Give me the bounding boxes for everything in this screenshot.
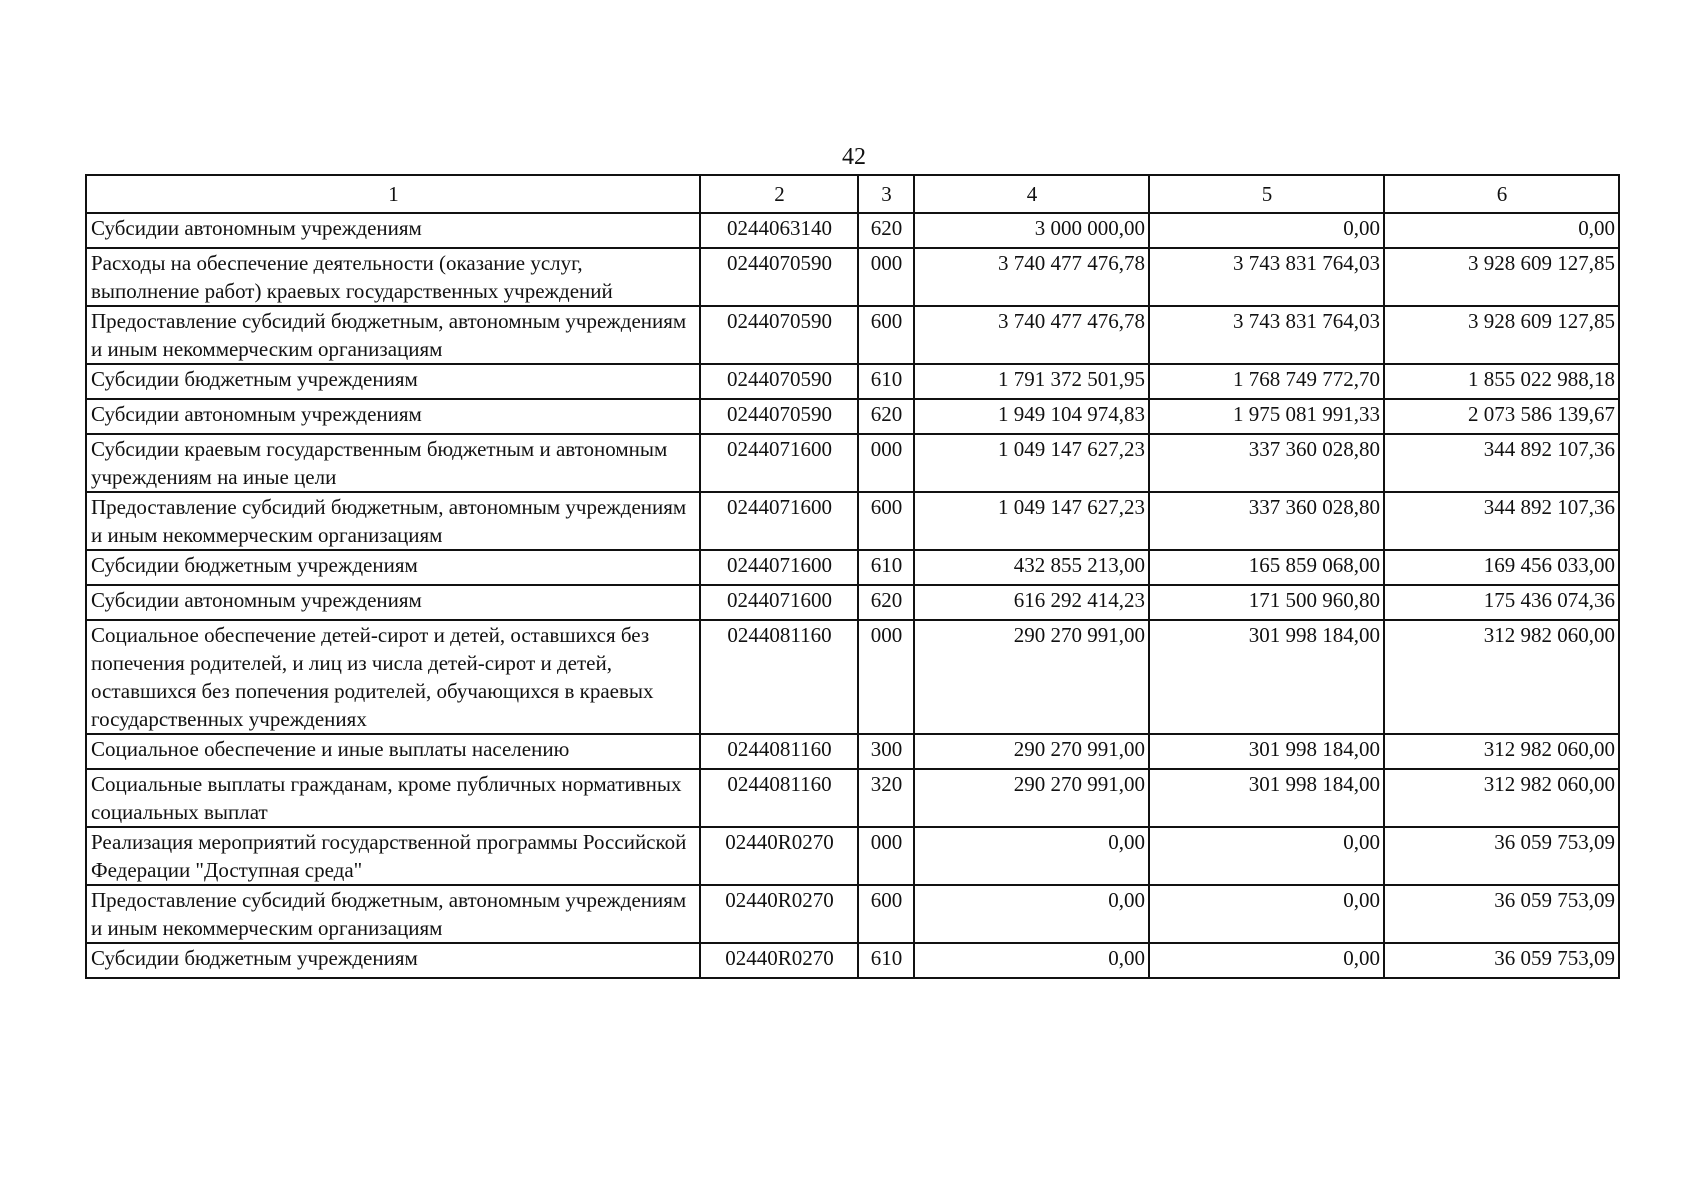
row-value-col4: 432 855 213,00 [914,550,1149,585]
row-value-col6: 312 982 060,00 [1384,769,1619,827]
table-row [86,885,1619,943]
row-target-code: 0244081160 [700,620,858,734]
row-value-col6: 0,00 [1384,213,1619,248]
row-name: Социальное обеспечение детей-сирот и детей, оставшихся без попечения родителей, и лиц из числа детей-сирот и детей, оставшихся без попечения родителей, обучающихся в краевых государственных учреждениях [86,620,700,734]
row-value-col6: 36 059 753,09 [1384,827,1619,885]
table-row [86,769,1619,827]
row-value-col5: 0,00 [1149,213,1384,248]
row-value-col5: 3 743 831 764,03 [1149,248,1384,306]
row-value-col4: 616 292 414,23 [914,585,1149,620]
header-col-6: 6 [1384,175,1619,213]
row-value-col5: 171 500 960,80 [1149,585,1384,620]
row-name: Предоставление субсидий бюджетным, автономным учреждениям и иным некоммерческим организациям [86,885,700,943]
row-value-col5: 337 360 028,80 [1149,492,1384,550]
row-name: Субсидии автономным учреждениям [86,213,700,248]
header-row [86,175,1619,213]
page-number [0,143,1698,171]
row-expense-type: 610 [858,943,914,978]
header-col-4: 4 [914,175,1149,213]
row-value-col4: 3 740 477 476,78 [914,248,1149,306]
row-value-col6: 36 059 753,09 [1384,885,1619,943]
row-value-col5: 165 859 068,00 [1149,550,1384,585]
row-expense-type: 000 [858,434,914,492]
row-value-col4: 290 270 991,00 [914,620,1149,734]
row-target-code: 0244071600 [700,585,858,620]
row-value-col6: 175 436 074,36 [1384,585,1619,620]
row-name: Субсидии бюджетным учреждениям [86,550,700,585]
row-value-col5: 0,00 [1149,827,1384,885]
table-row [86,734,1619,769]
row-value-col6: 312 982 060,00 [1384,620,1619,734]
table-row [86,585,1619,620]
row-expense-type: 300 [858,734,914,769]
row-value-col6: 1 855 022 988,18 [1384,364,1619,399]
row-target-code: 0244063140 [700,213,858,248]
row-target-code: 0244071600 [700,434,858,492]
row-target-code: 02440R0270 [700,885,858,943]
row-target-code: 0244071600 [700,550,858,585]
row-expense-type: 600 [858,306,914,364]
row-value-col4: 0,00 [914,827,1149,885]
budget-table [85,174,1620,979]
row-target-code: 0244070590 [700,306,858,364]
row-expense-type: 620 [858,585,914,620]
row-target-code: 0244070590 [700,248,858,306]
table-row [86,399,1619,434]
row-value-col6: 3 928 609 127,85 [1384,306,1619,364]
table-row [86,943,1619,978]
row-value-col4: 3 740 477 476,78 [914,306,1149,364]
row-value-col5: 3 743 831 764,03 [1149,306,1384,364]
row-target-code: 02440R0270 [700,827,858,885]
row-name: Субсидии бюджетным учреждениям [86,943,700,978]
table-row [86,492,1619,550]
row-value-col5: 0,00 [1149,885,1384,943]
table-row [86,213,1619,248]
row-value-col6: 3 928 609 127,85 [1384,248,1619,306]
row-name: Расходы на обеспечение деятельности (оказание услуг, выполнение работ) краевых государственных учреждений [86,248,700,306]
table-row [86,550,1619,585]
row-value-col4: 1 049 147 627,23 [914,434,1149,492]
header-col-2: 2 [700,175,858,213]
row-expense-type: 610 [858,364,914,399]
row-name: Социальные выплаты гражданам, кроме публичных нормативных социальных выплат [86,769,700,827]
row-value-col4: 1 791 372 501,95 [914,364,1149,399]
row-name: Социальное обеспечение и иные выплаты населению [86,734,700,769]
row-name: Субсидии краевым государственным бюджетным и автономным учреждениям на иные цели [86,434,700,492]
row-value-col5: 1 768 749 772,70 [1149,364,1384,399]
row-value-col4: 0,00 [914,885,1149,943]
row-value-col5: 1 975 081 991,33 [1149,399,1384,434]
row-expense-type: 620 [858,213,914,248]
page-number-text: 42 [842,144,866,170]
row-value-col6: 344 892 107,36 [1384,492,1619,550]
row-value-col6: 344 892 107,36 [1384,434,1619,492]
row-expense-type: 000 [858,248,914,306]
row-value-col5: 337 360 028,80 [1149,434,1384,492]
row-target-code: 0244081160 [700,769,858,827]
row-value-col4: 3 000 000,00 [914,213,1149,248]
table-row [86,827,1619,885]
row-expense-type: 000 [858,620,914,734]
row-value-col5: 301 998 184,00 [1149,769,1384,827]
row-value-col4: 290 270 991,00 [914,769,1149,827]
row-name: Предоставление субсидий бюджетным, автономным учреждениям и иным некоммерческим организациям [86,306,700,364]
header-col-1: 1 [86,175,700,213]
row-value-col6: 169 456 033,00 [1384,550,1619,585]
table-row [86,434,1619,492]
row-expense-type: 600 [858,492,914,550]
row-name: Предоставление субсидий бюджетным, автономным учреждениям и иным некоммерческим организациям [86,492,700,550]
row-target-code: 0244070590 [700,364,858,399]
row-value-col4: 1 949 104 974,83 [914,399,1149,434]
table-row [86,306,1619,364]
row-name: Субсидии бюджетным учреждениям [86,364,700,399]
row-value-col4: 0,00 [914,943,1149,978]
row-expense-type: 610 [858,550,914,585]
row-target-code: 02440R0270 [700,943,858,978]
row-value-col5: 301 998 184,00 [1149,734,1384,769]
table-row [86,248,1619,306]
row-target-code: 0244071600 [700,492,858,550]
row-name: Субсидии автономным учреждениям [86,399,700,434]
row-name: Реализация мероприятий государственной программы Российской Федерации "Доступная среда" [86,827,700,885]
row-expense-type: 320 [858,769,914,827]
table-row [86,620,1619,734]
row-value-col5: 0,00 [1149,943,1384,978]
row-expense-type: 620 [858,399,914,434]
header-col-5: 5 [1149,175,1384,213]
row-value-col6: 2 073 586 139,67 [1384,399,1619,434]
row-value-col5: 301 998 184,00 [1149,620,1384,734]
header-col-3: 3 [858,175,914,213]
row-expense-type: 600 [858,885,914,943]
row-value-col6: 312 982 060,00 [1384,734,1619,769]
row-target-code: 0244081160 [700,734,858,769]
table-row [86,364,1619,399]
row-expense-type: 000 [858,827,914,885]
row-value-col4: 1 049 147 627,23 [914,492,1149,550]
row-value-col4: 290 270 991,00 [914,734,1149,769]
row-target-code: 0244070590 [700,399,858,434]
row-value-col6: 36 059 753,09 [1384,943,1619,978]
row-name: Субсидии автономным учреждениям [86,585,700,620]
